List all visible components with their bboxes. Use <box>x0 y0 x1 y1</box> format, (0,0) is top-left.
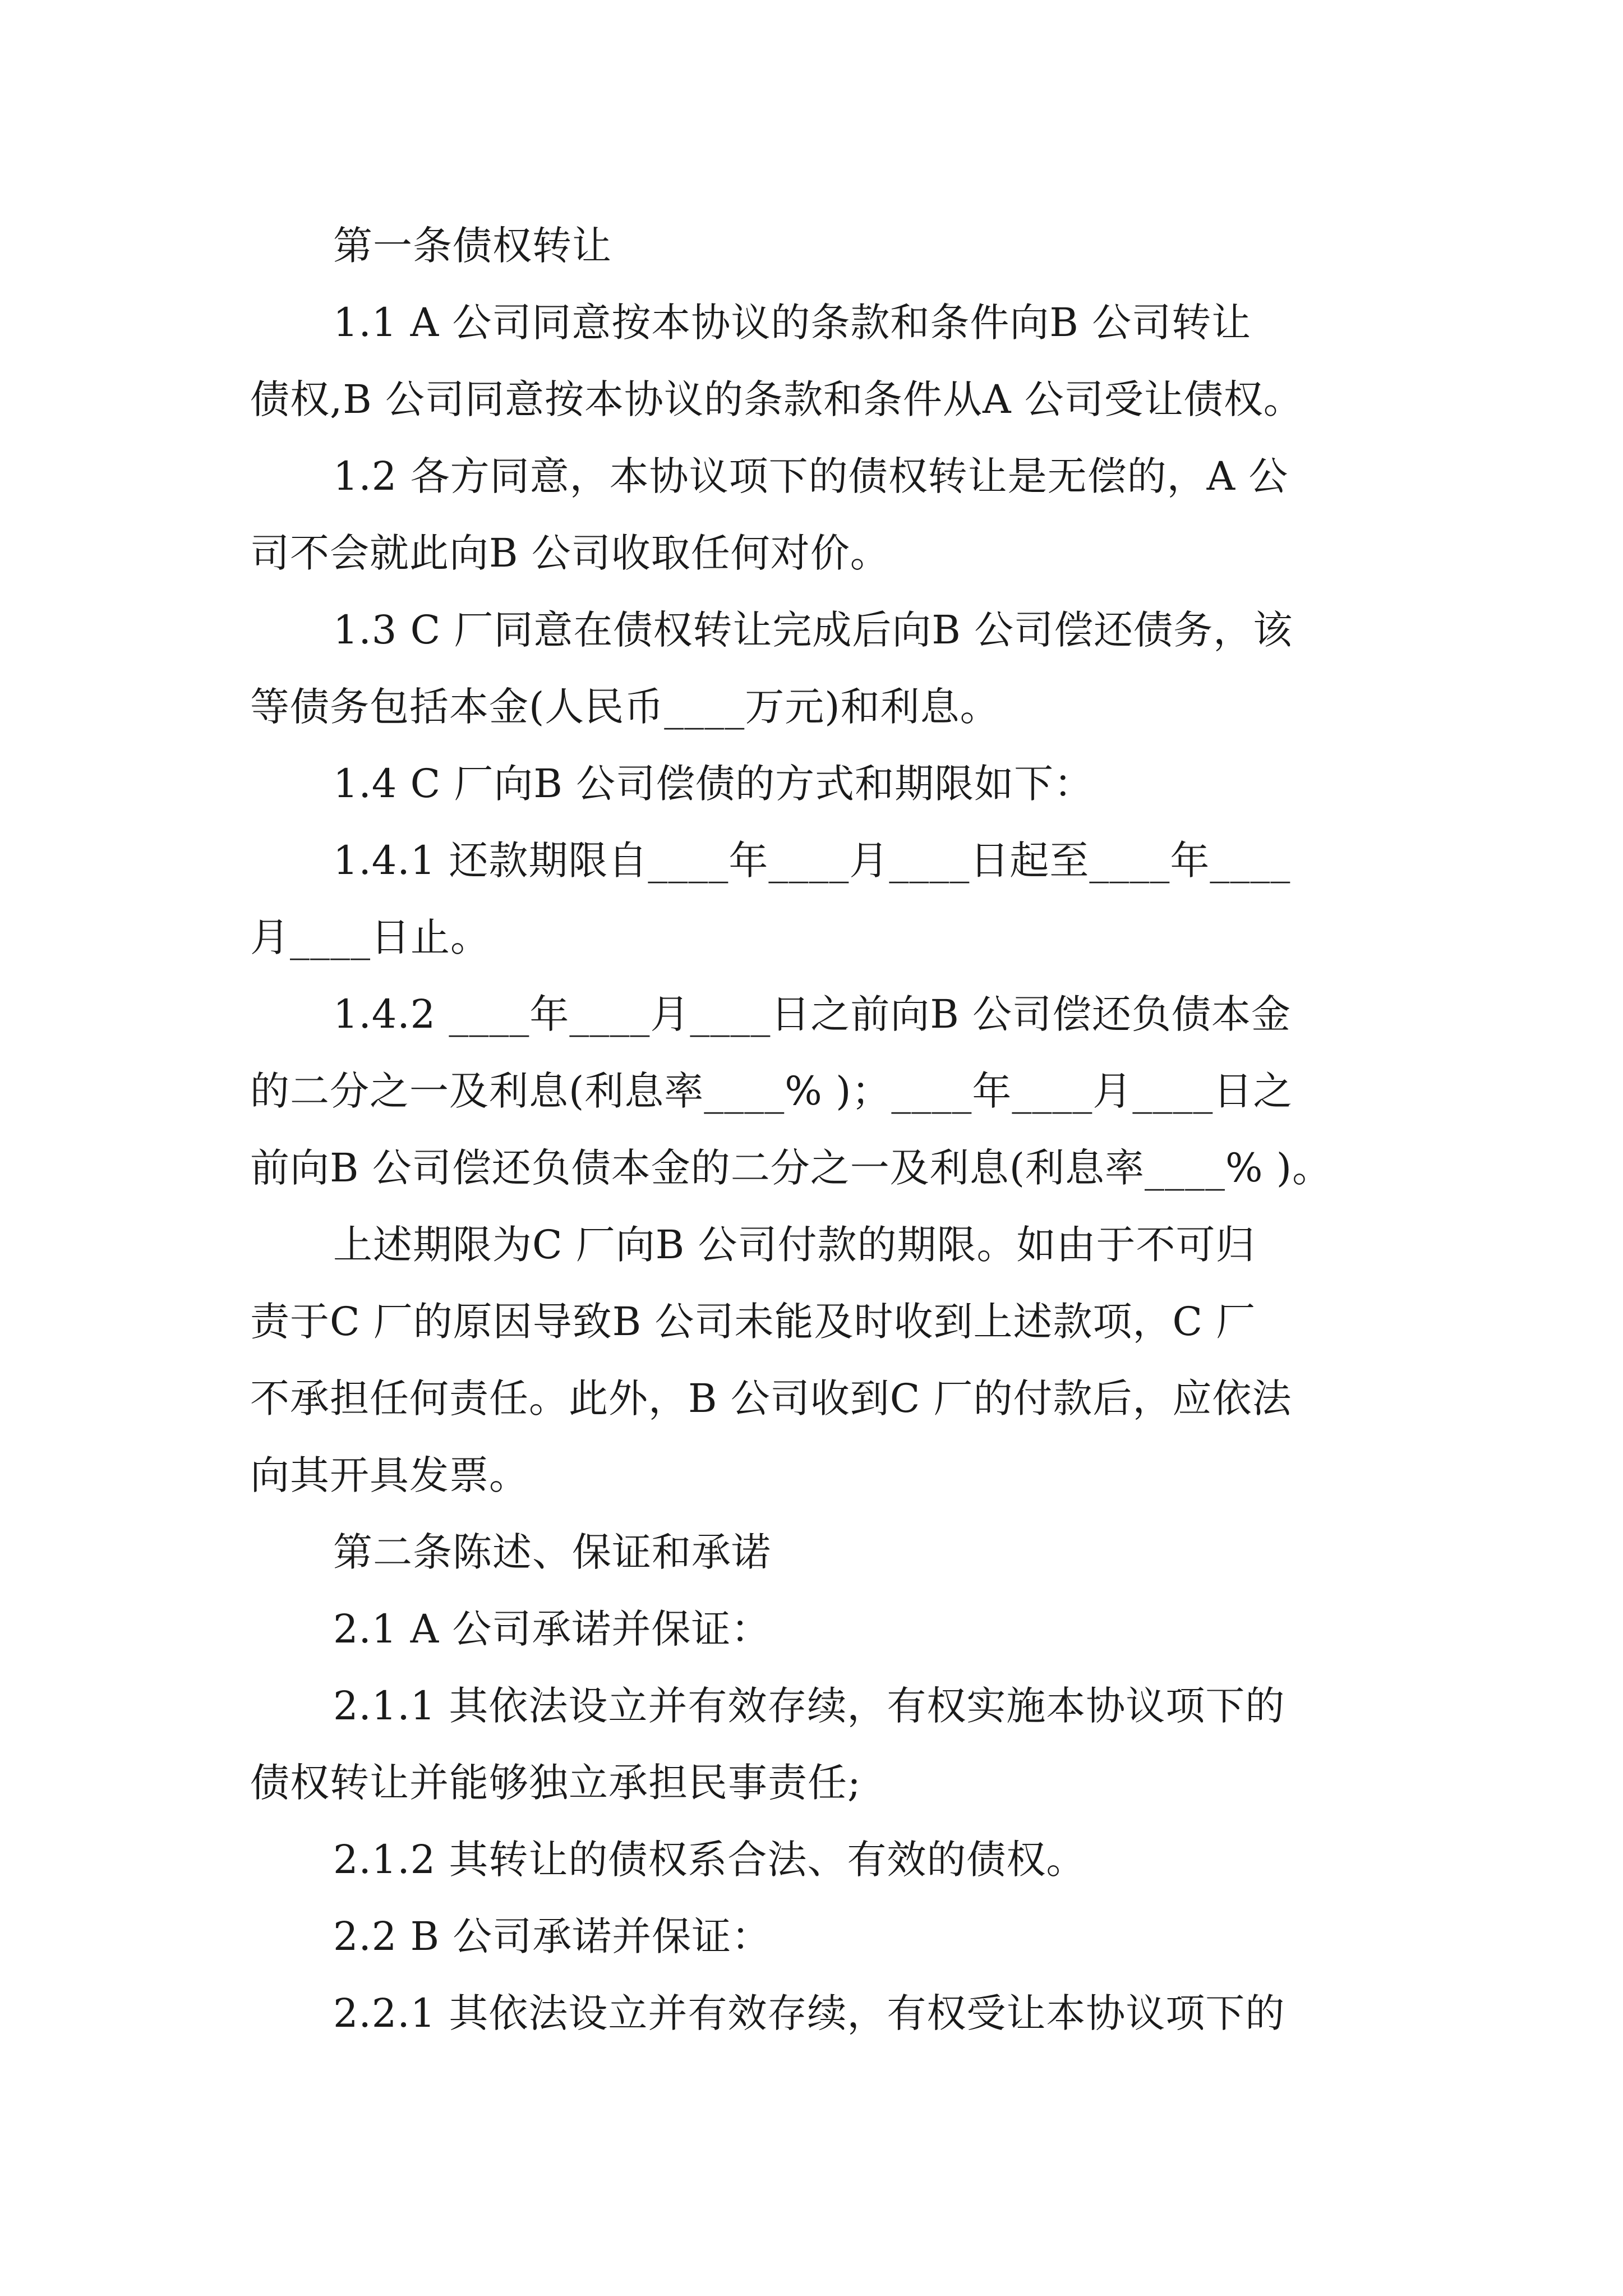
clause-2-2-1: 2.2.1 其依法设立并有效存续，有权受让本协议项下的 <box>333 1990 1285 2036</box>
clause-1-3: 1.3 C 厂同意在债权转让完成后向B 公司偿还债务，该 <box>333 607 1293 653</box>
clause-1-4-1: 1.4.1 还款期限自____年____月____日起至____年____ <box>333 838 1291 884</box>
clause-1-4-1-cont: 月____日止。 <box>250 914 490 960</box>
clause-1-4-2-cont-1: 的二分之一及利息(利息率____% )；____年____月____日之 <box>250 1068 1293 1114</box>
article-heading-1: 第一条债权转让 <box>333 223 612 269</box>
clause-1-1-cont: 债权,B 公司同意按本协议的条款和条件从A 公司受让债权。 <box>250 376 1303 422</box>
clause-1-3-cont: 等债务包括本金(人民币____万元)和利息。 <box>250 684 1000 730</box>
clause-1-4: 1.4 C 厂向B 公司偿债的方式和期限如下： <box>333 761 1094 807</box>
article-heading-2: 第二条陈述、保证和承诺 <box>333 1529 771 1575</box>
payment-term-paragraph-cont-2: 不承担任何责任。此外，B 公司收到C 厂的付款后，应依法 <box>250 1375 1292 1421</box>
document-body <box>250 208 1377 2052</box>
clause-2-1: 2.1 A 公司承诺并保证： <box>333 1606 771 1652</box>
clause-1-2-cont: 司不会就此向B 公司收取任何对价。 <box>250 530 890 576</box>
payment-term-paragraph-cont-1: 责于C 厂的原因导致B 公司未能及时收到上述款项，C 厂 <box>250 1299 1256 1345</box>
clause-1-1: 1.1 A 公司同意按本协议的条款和条件向B 公司转让 <box>333 300 1252 346</box>
clause-2-2: 2.2 B 公司承诺并保证： <box>333 1913 772 1959</box>
clause-2-1-1: 2.1.1 其依法设立并有效存续，有权实施本协议项下的 <box>333 1683 1285 1729</box>
payment-term-paragraph-cont-3: 向其开具发票。 <box>250 1452 529 1498</box>
payment-term-paragraph: 上述期限为C 厂向B 公司付款的期限。如由于不可归 <box>333 1222 1256 1268</box>
clause-1-4-2: 1.4.2 ____年____月____日之前向B 公司偿还负债本金 <box>333 991 1292 1037</box>
clause-1-2: 1.2 各方同意，本协议项下的债权转让是无偿的，A 公 <box>333 453 1289 499</box>
clause-2-1-2: 2.1.2 其转让的债权系合法、有效的债权。 <box>333 1837 1086 1883</box>
clause-1-4-2-cont-2: 前向B 公司偿还负债本金的二分之一及利息(利息率____% )。 <box>250 1145 1332 1191</box>
clause-2-1-1-cont: 债权转让并能够独立承担民事责任; <box>250 1760 861 1806</box>
